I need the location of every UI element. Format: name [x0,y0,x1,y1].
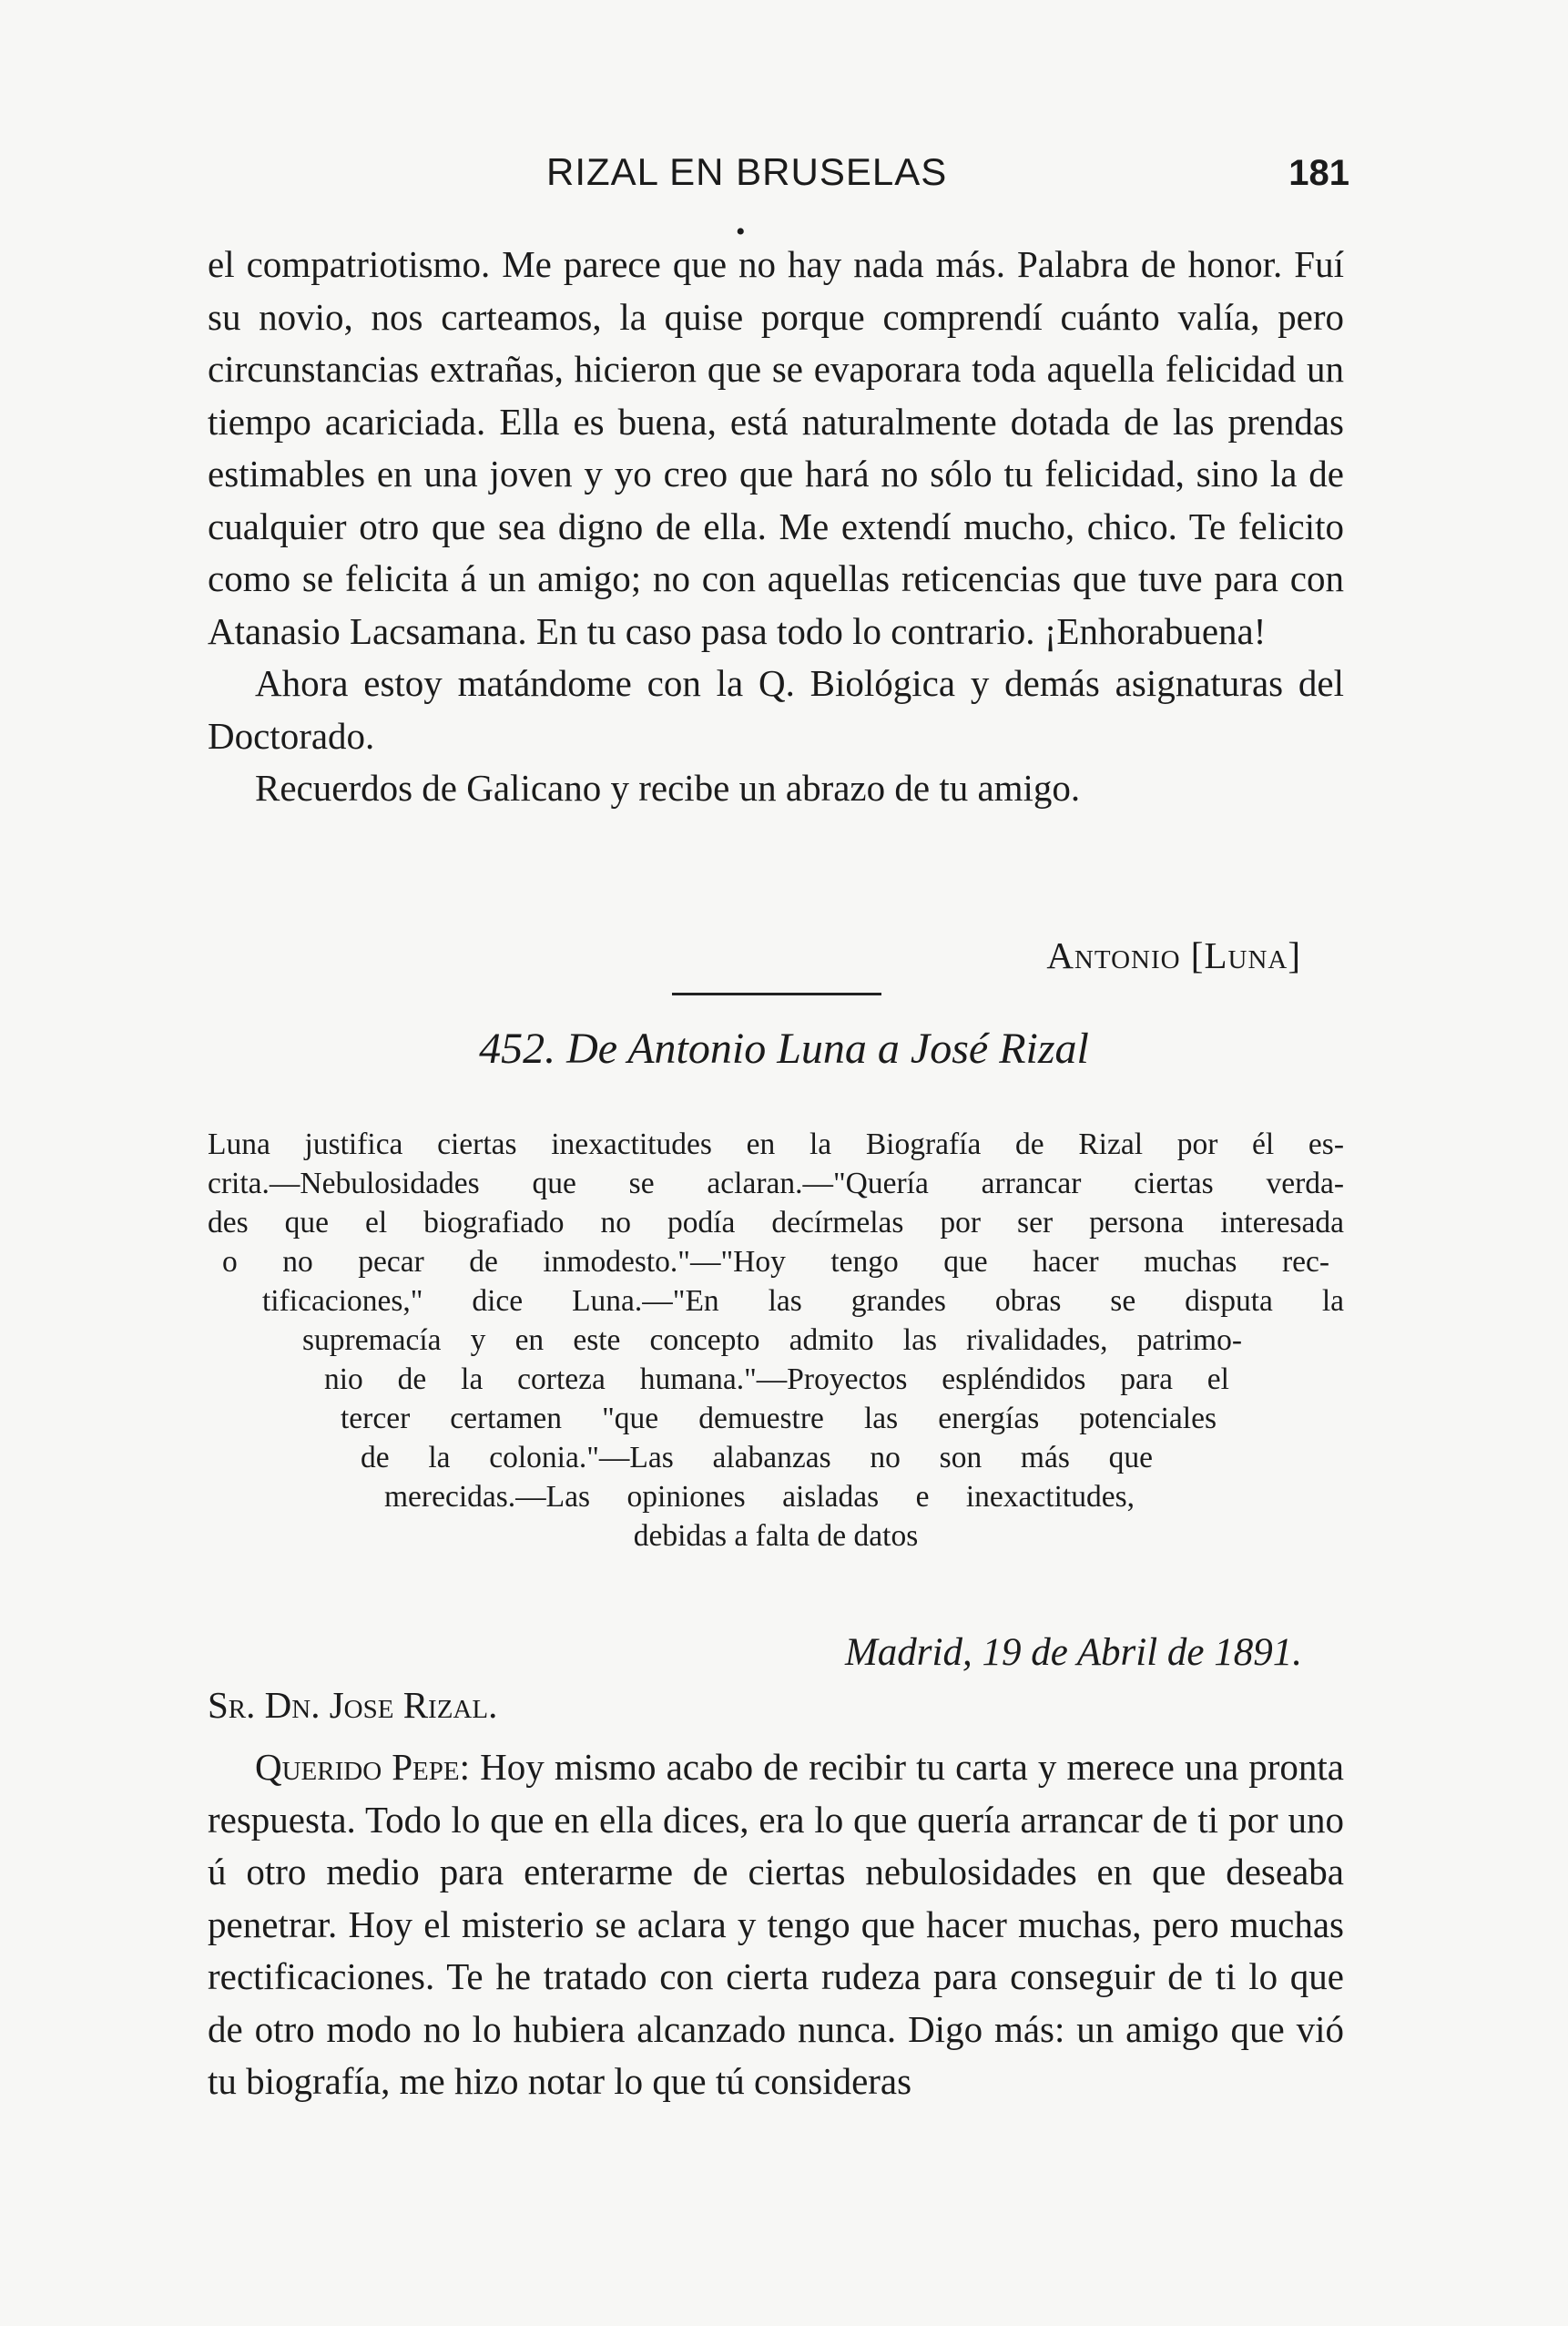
summary-line: de la colonia."—Las alabanzas no son más que [361,1441,1153,1474]
summary-line: o no pecar de inmodesto."—"Hoy tengo que hacer muchas rec- [222,1245,1329,1279]
summary-line: tificaciones," dice Luna.—"En las grandes obras se disputa la [262,1284,1344,1318]
paragraph: Ahora estoy matándome con la Q. Biológica y demás asignaturas del Doctorado. [208,662,1344,757]
paragraph [208,1741,1344,2108]
addressee: Sr. Dn. Jose Rizal. [208,1684,498,1726]
page-number: 181 [1288,153,1349,193]
paragraph: el compatriotismo. Me parece que no hay nada más. Palabra de honor. Fuí su novio, nos carteamos, la quise porque comprendí cuánto valía, pero circunstancias extrañas, hicieron que se evaporara toda aquella felicidad un tiempo acariciada. Ella es buena, está naturalmente dotada de las prendas estimables en una joven y yo creo que hará no sólo tu felicidad, sino la de cualquier otro que sea digno de ella. Me extendí mucho, chico. Te felicito como se felicita á un amigo; no con aquellas reticencias que tuve para con Atanasio Lacsamana. En tu caso pasa todo lo contrario. ¡Enhorabuena! [208,243,1344,652]
summary-line: supremacía y en este concepto admito las rivalidades, patrimo- [302,1323,1242,1357]
letter-summary [208,1125,1344,1556]
summary-line: crita.—Nebulosidades que se aclaran.—"Quería arrancar ciertas verda- [208,1167,1344,1200]
summary-line: Luna justifica ciertas inexactitudes en la Biografía de Rizal por él es- [208,1127,1344,1161]
summary-line: nio de la corteza humana."—Proyectos espléndidos para el [324,1362,1229,1396]
summary-line: tercer certamen "que demuestre las energías potenciales [341,1402,1217,1435]
summary-line: debidas a falta de datos [633,1519,919,1553]
summary-line: merecidas.—Las opiniones aisladas e inexactitudes, [384,1480,1135,1514]
summary-line: des que el biografiado no podía decírmelas por ser persona interesada [208,1206,1344,1240]
letter-body [208,1741,1344,2108]
letter-body-text: Hoy mismo acabo de recibir tu carta y merece una pronta respuesta. Todo lo que en ella dices, era lo que quería arrancar de ti por uno ú otro medio para enterarme de ciertas nebulosidades en que deseaba penetrar. Hoy el misterio se aclara y tengo que hacer muchas, pero muchas rectificaciones. Te he tratado con cierta rudeza para conseguir de ti lo que de otro modo no lo hubiera alcanzado nunca. Digo más: un amigo que vió tu biografía, me hizo notar lo que tú consideras [208,1746,1344,2102]
letter-date: Madrid, 19 de Abril de 1891. [844,1631,1302,1674]
greeting: Querido Pepe: [255,1746,471,1788]
printer-mark: • [736,217,746,247]
section-divider [672,993,881,995]
running-title: RIZAL EN BRUSELAS [546,150,948,193]
signature: Antonio [Luna] [1046,934,1301,976]
letter-heading: 452. De Antonio Luna a José Rizal [479,1025,1089,1073]
paragraph: Recuerdos de Galicano y recibe un abrazo de tu amigo. [255,767,1081,809]
running-head [546,150,1349,214]
continued-letter [208,239,1344,815]
